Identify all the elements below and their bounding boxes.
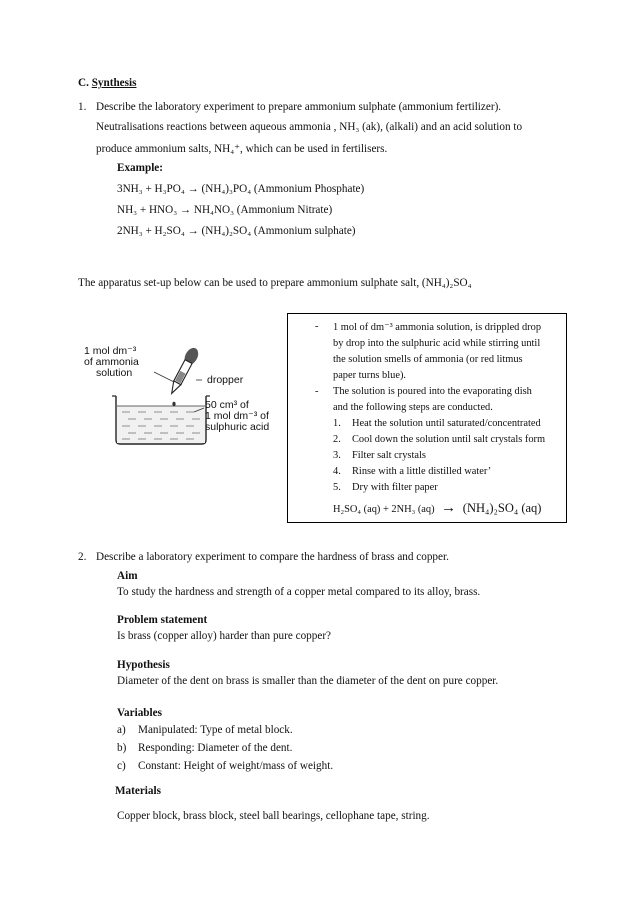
step-1: Heat the solution until saturated/concentrated (352, 418, 541, 429)
variable-constant: Constant: Height of weight/mass of weight. (138, 760, 334, 772)
label-ammonia: 1 mol dm⁻³ of ammonia solution (84, 345, 139, 379)
dropper-icon (166, 346, 201, 397)
step-num-2: 2. (333, 434, 341, 445)
bullet-dash-2: - (315, 386, 319, 397)
bullet-dash-1: - (315, 321, 319, 332)
materials-label: Materials (115, 785, 161, 797)
procedure-box (287, 313, 567, 523)
equation-ammonium-sulphate: 2NH₃ + H₂SO₄ → (NH₄)₂SO₄ (Ammonium sulphate) (117, 225, 356, 237)
step-3: Filter salt crystals (352, 450, 426, 461)
q1-number: 1. (78, 101, 87, 113)
section-heading (78, 77, 136, 89)
procedure-equation (333, 500, 541, 517)
problem-text: Is brass (copper alloy) harder than pure copper? (117, 630, 332, 642)
drop-icon (172, 402, 175, 406)
problem-label: Problem statement (117, 614, 208, 626)
bullet2-line2: and the following steps are conducted. (333, 402, 493, 413)
hypothesis-label: Hypothesis (117, 659, 170, 671)
sulphuric-acid-liquid (117, 406, 205, 443)
bullet1-line1: 1 mol of dm⁻³ ammonia solution, is drippled drop (333, 322, 542, 333)
step-num-3: 3. (333, 450, 341, 461)
bullet2-line1: The solution is poured into the evaporating dish (333, 386, 532, 397)
q2-number: 2. (78, 551, 87, 563)
var-letter-a: a) (117, 724, 126, 736)
example-label: Example: (117, 162, 163, 174)
equation-product: (NH₄)₂SO₄ (aq) (462, 501, 542, 515)
equation-ammonium-nitrate: NH₃ + HNO₃ → NH₄NO₃ (Ammonium Nitrate) (117, 204, 333, 216)
bullet1-line4: paper turns blue). (333, 370, 406, 381)
step-4: Rinse with a little distilled water’ (352, 466, 492, 477)
step-5: Dry with filter paper (352, 482, 438, 493)
label-sulphuric-acid: 50 cm³ of 1 mol dm⁻³ of sulphuric acid (205, 399, 270, 433)
equation-reactants: H₂SO₄ (aq) + 2NH₃ (aq) (333, 504, 435, 515)
hypothesis-text: Diameter of the dent on brass is smaller than the diameter of the dent on pure copper. (117, 675, 499, 687)
variable-responding: Responding: Diameter of the dent. (138, 742, 293, 754)
materials-text: Copper block, brass block, steel ball bearings, cellophane tape, string. (117, 810, 430, 822)
step-2: Cool down the solution until salt crystals form (352, 434, 546, 445)
bullet1-line3: the solution smells of ammonia (or red litmus (333, 354, 523, 365)
variables-label: Variables (117, 707, 162, 719)
var-letter-b: b) (117, 742, 127, 754)
apparatus-intro: The apparatus set-up below can be used to prepare ammonium sulphate salt, (NH₄)₂SO₄ (78, 277, 472, 289)
equation-ammonium-phosphate: 3NH₃ + H₃PO₄ → (NH₄)₃PO₄ (Ammonium Phosphate) (117, 183, 365, 195)
aim-label: Aim (117, 570, 138, 582)
q1-line2: Neutralisations reactions between aqueous ammonia , NH₃ (ak), (alkali) and an acid solution to (96, 121, 523, 133)
var-letter-c: c) (117, 760, 126, 772)
step-num-4: 4. (333, 466, 341, 477)
aim-text: To study the hardness and strength of a copper metal compared to its alloy, brass. (117, 586, 481, 598)
bullet1-line2: by drop into the sulphuric acid while stirring until (333, 338, 541, 349)
q1-line1: Describe the laboratory experiment to prepare ammonium sulphate (ammonium fertilizer). (96, 101, 502, 113)
step-num-1: 1. (333, 418, 341, 429)
step-num-5: 5. (333, 482, 341, 493)
variable-manipulated: Manipulated: Type of metal block. (138, 724, 293, 736)
q2-title: Describe a laboratory experiment to compare the hardness of brass and copper. (96, 551, 449, 563)
section-title: Synthesis (91, 77, 137, 89)
section-letter: C. (78, 77, 92, 89)
q1-line3: produce ammonium salts, NH₄⁺, which can be used in fertilisers. (96, 143, 388, 155)
label-dropper: dropper (207, 374, 244, 386)
equation-arrow: → (441, 500, 457, 516)
